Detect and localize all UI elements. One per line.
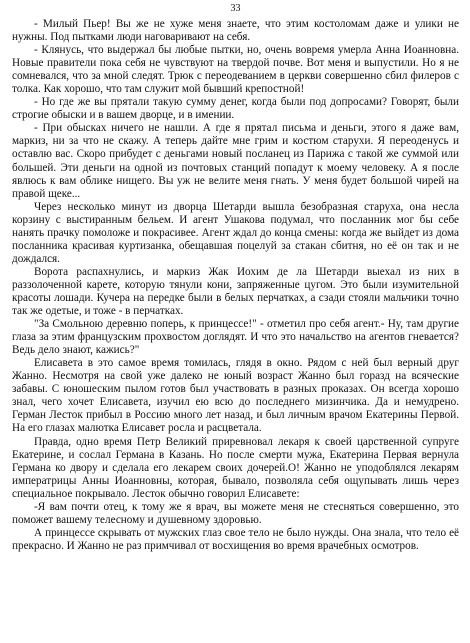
paragraph-2: - Клянусь, что выдержал бы любые пытки, но, очень вовремя умерла Анна Иоанновна. Новые правители пока себя не чувствуют на твердой почве. Вот меня и выпустили. Но я не сомневался, что за мной следят. Трюк с переодеванием в церкви совершенно сбил филеров с толка. Как хорошо, что там служит мой бывший крепостной! [12,44,459,96]
paragraph-8: Елисавета в это самое время томилась, глядя в окно. Рядом с ней был верный друг Жанно. Несмотря на свой уже далеко не юный возраст Жанно был горазд на всяческие забавы. С юношеским пылом готов был участвовать в разных проказах. Он всегда хорошо знал, чего хочет Елисавета, изучил ею всю до последнего мизинчика. Да и немудрено. Герман Лесток прибыл в Россию много лет назад, и был личным врачом Екатерины Первой. На его глазах малютка Елисавет росла и расцветала. [12,357,459,435]
paragraph-3: - Но где же вы прятали такую сумму денег, когда были под допросами? Говорят, были строгие обыски и в вашем дворце, и в имении. [12,96,459,122]
paragraph-4: - При обысках ничего не нашли. А где я прятал письма и деньги, этого я даже вам, маркиз, ни за что не скажу. А теперь дайте мне грим и костюм старухи. Я переоденусь и оставлю вас. Скоро прибудет с деньгами новый посланец из Парижа с такой же суммой или большей. Эти деньги на одной из почтовых станций попадут к моему человеку. А я после явлюсь к вам облике нищего. Вы уж не велите меня гнать. У меня будет большой чирей на правой щеке... [12,122,459,200]
page-number: 33 [230,3,241,14]
paragraph-1: - Милый Пьер! Вы же не хуже меня знаете, что этим костоломам даже и улики не нужны. Под пытками люди наговаривают на себя. [12,18,459,44]
text-body [12,18,459,553]
paragraph-6: Ворота распахнулись, и маркиз Жак Иохим де ла Шетарди выехал из них в раззолоченной карете, которую тянули кони, запряженные цугом. Это были изумительной красоты лошади. Кучера на передке были в белых перчатках, а сзади стояли мальчики точно так же одетые, и тоже - в перчатках. [12,265,459,318]
paragraph-11: А принцессе скрывать от мужских глаз свое тело не было нужды. Она знала, что тело её прекрасно. И Жанно не раз примчивал от восхищения во время врачебных осмотров. [12,526,459,552]
paragraph-10: -Я вам почти отец, к тому же я врач, вы можете меня не стесняться совершенно, это поможет вашему телесному и душевному здоровью. [12,500,459,526]
paragraph-9: Правда, одно время Петр Великий приревновал лекаря к своей царственной супруге Екатерине, и сослал Германа в Казань. Но после смерти мужа, Екатерина Первая вернула Германа ко двору и сделала его лекарем своих дочерей.О! Жанно не уподоблялся лекарям императрицы Анны Иоанновны, которая, бывало, позволяла себя ощупывать лишь через специальное покрывало. Лесток обычно говорил Елисавете: [12,435,459,500]
paragraph-7: "За Смольною деревню поперь, к принцессе!" - отметил про себя агент.- Ну, там другие глаза за этим французским прохвостом доглядят. И что это начальство на агентов гневается? Ведь дело знают, кажись?" [12,318,459,357]
paragraph-5: Через несколько минут из дворца Шетарди вышла безобразная старуха, она несла корзину с выстиранным бельем. И агент Ушакова подумал, что посланник мог бы себе нанять прачку помоложе и покрасивее. Агент ждал до конца смены: когда же выйдет из дома посланника красивая куртизанка, обещавшая поцелуй за стакан сбитня, но её он так и не дождался. [12,200,459,265]
